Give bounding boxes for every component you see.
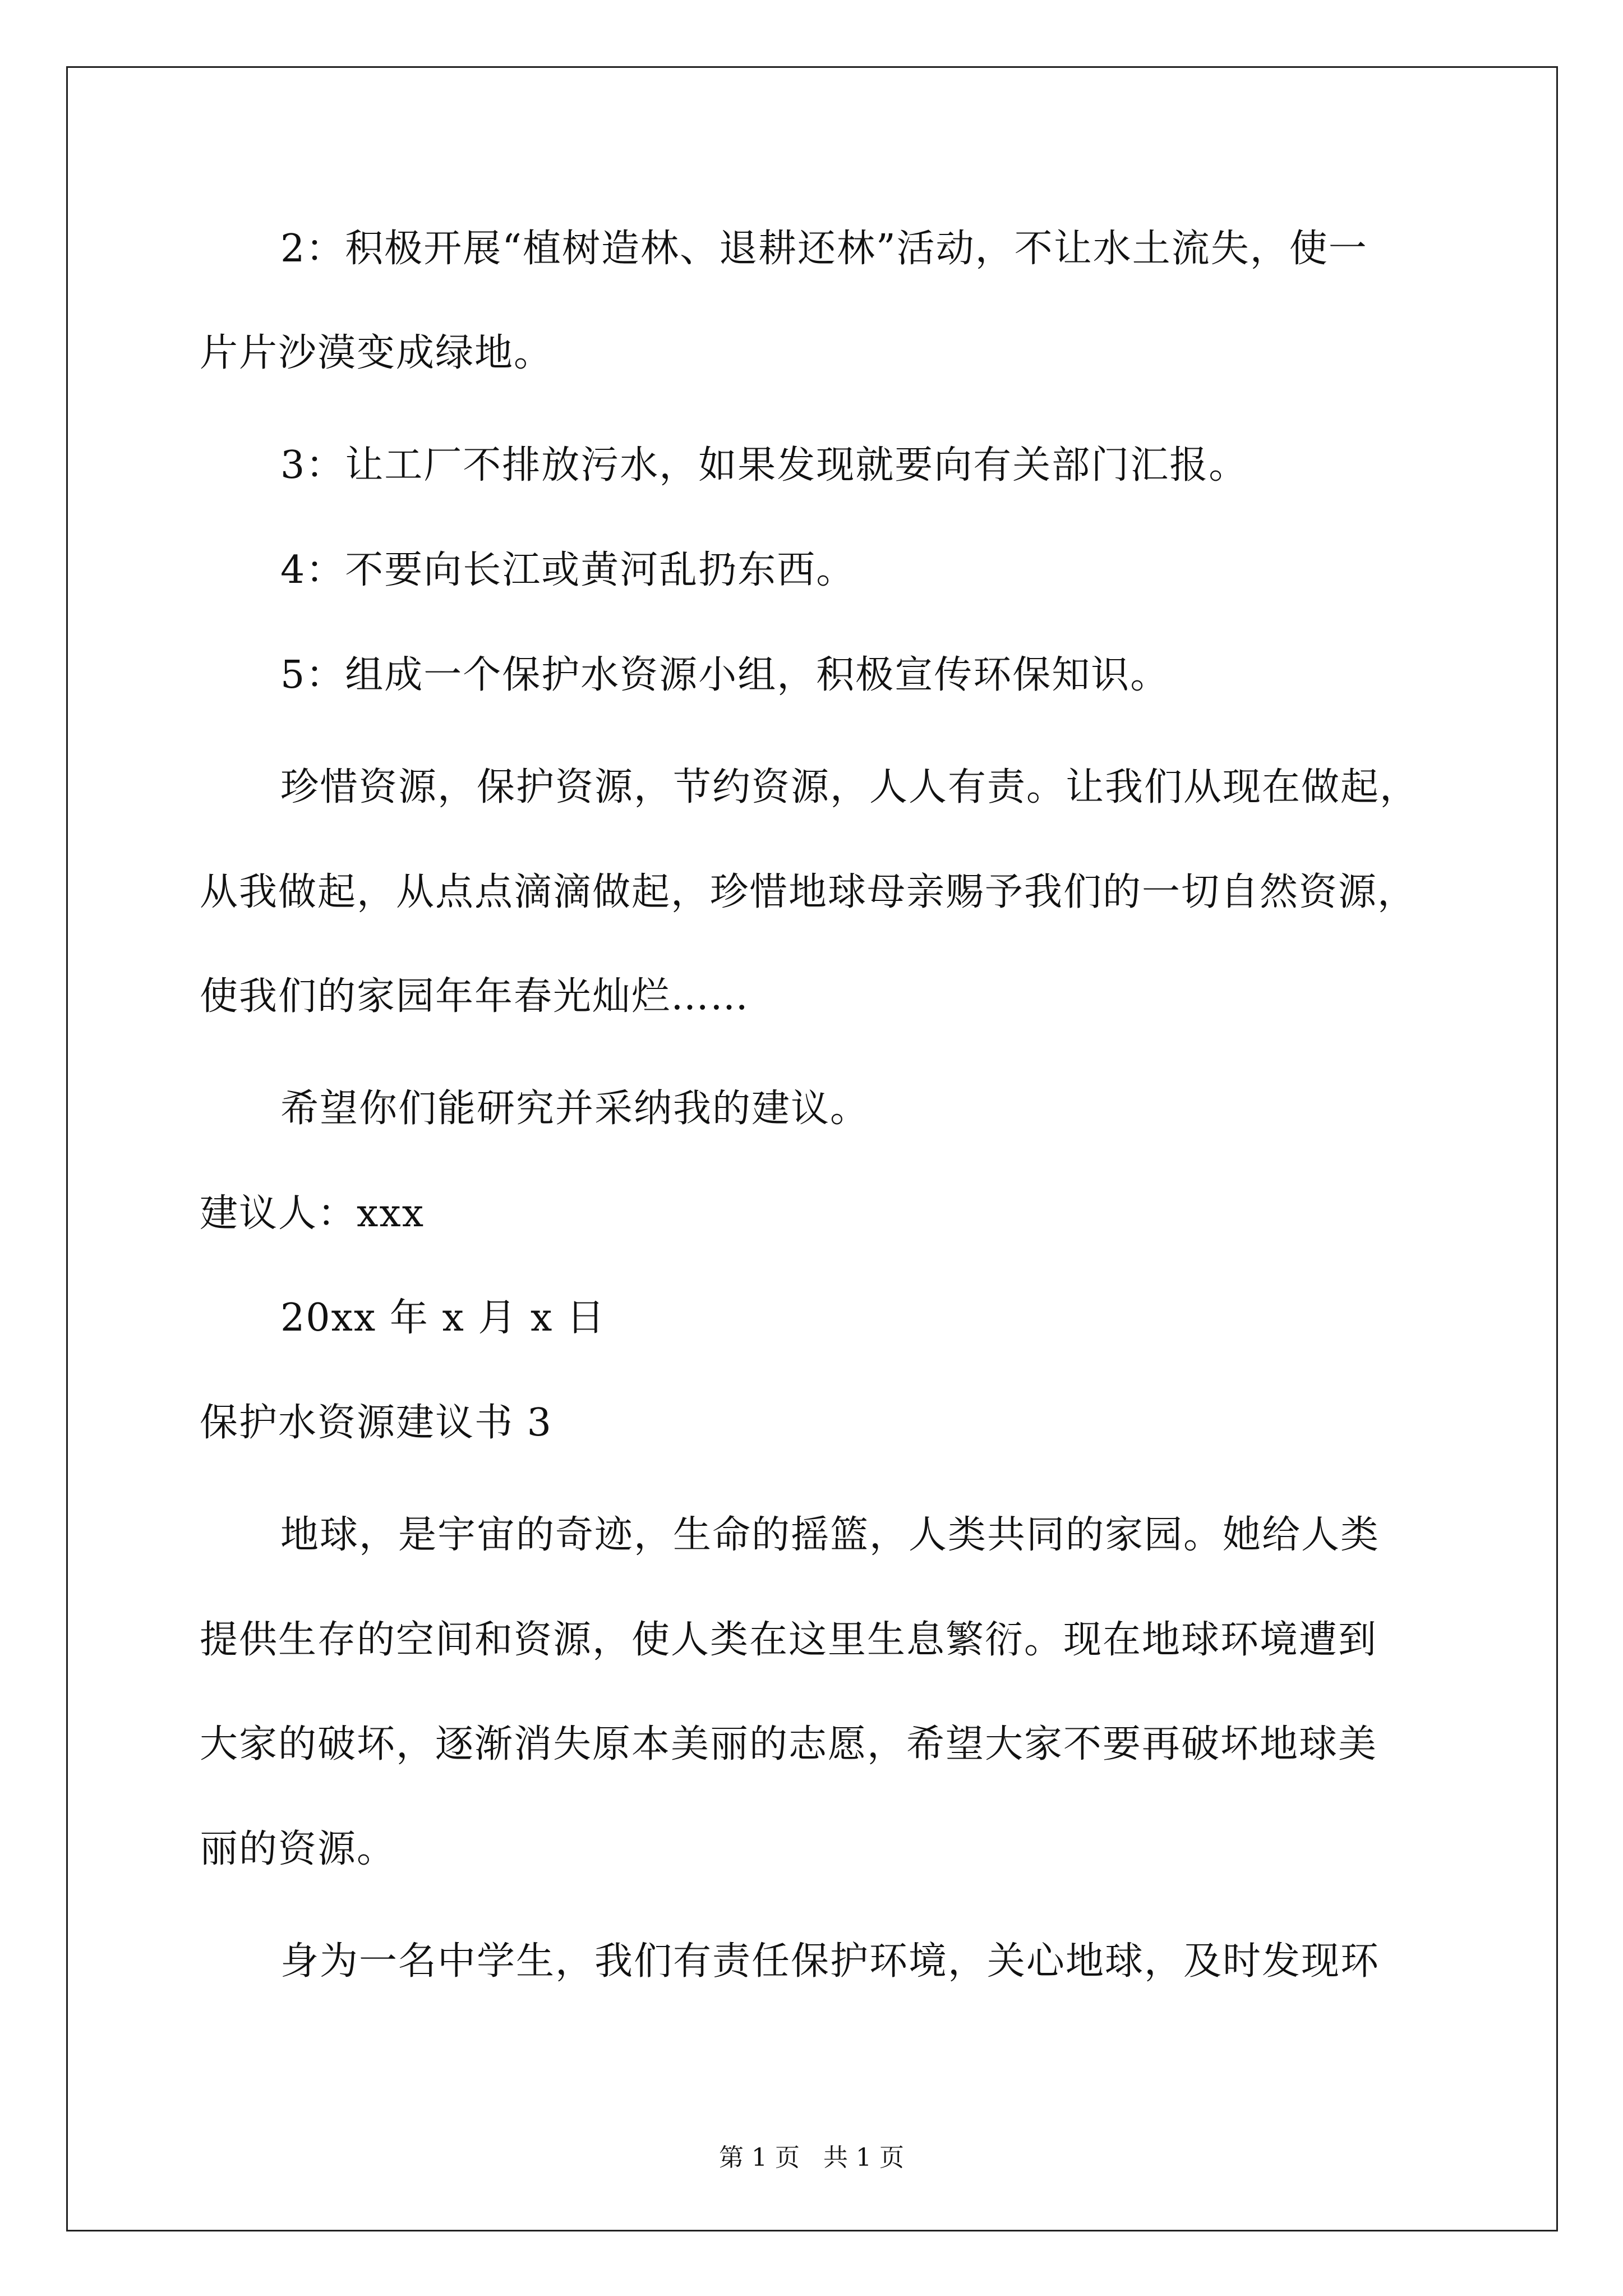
paragraph-line: 珍惜资源，保护资源，节约资源，人人有责。让我们从现在做起， xyxy=(280,765,1419,809)
date-line: 20xx 年 x 月 x 日 xyxy=(280,1296,606,1340)
page-footer: 第 1 页 共 1 页 xyxy=(719,2143,904,2172)
paragraph-line: 使我们的家园年年春光灿烂…… xyxy=(200,974,750,1019)
section-heading: 保护水资源建议书 3 xyxy=(200,1401,552,1445)
paragraph-line: 大家的破坏，逐渐消失原本美丽的志愿，希望大家不要再破坏地球美 xyxy=(200,1722,1378,1766)
page-border xyxy=(66,66,1558,2231)
paragraph-line: 提供生存的空间和资源，使人类在这里生息繁衍。现在地球环境遭到 xyxy=(200,1618,1378,1662)
paragraph-line: 地球，是宇宙的奇迹，生命的摇篮，人类共同的家园。她给人类 xyxy=(280,1513,1380,1557)
paragraph-line: 希望你们能研究并采纳我的建议。 xyxy=(280,1087,870,1131)
paragraph-line: 4：不要向长江或黄河乱扔东西。 xyxy=(280,548,856,592)
paragraph-line: 片片沙漠变成绿地。 xyxy=(200,331,554,375)
signature-line: 建议人：xxx xyxy=(200,1191,425,1236)
paragraph-line: 3：让工厂不排放污水，如果发现就要向有关部门汇报。 xyxy=(280,443,1248,487)
paragraph-line: 5：组成一个保护水资源小组，积极宣传环保知识。 xyxy=(280,653,1170,697)
paragraph-line: 从我做起，从点点滴滴做起，珍惜地球母亲赐予我们的一切自然资源， xyxy=(200,870,1417,914)
paragraph-line: 2：积极开展“植树造林、退耕还林”活动，不让水土流失，使一 xyxy=(280,227,1368,271)
paragraph-line: 身为一名中学生，我们有责任保护环境，关心地球，及时发现环 xyxy=(280,1939,1380,1984)
paragraph-line: 丽的资源。 xyxy=(200,1827,396,1871)
